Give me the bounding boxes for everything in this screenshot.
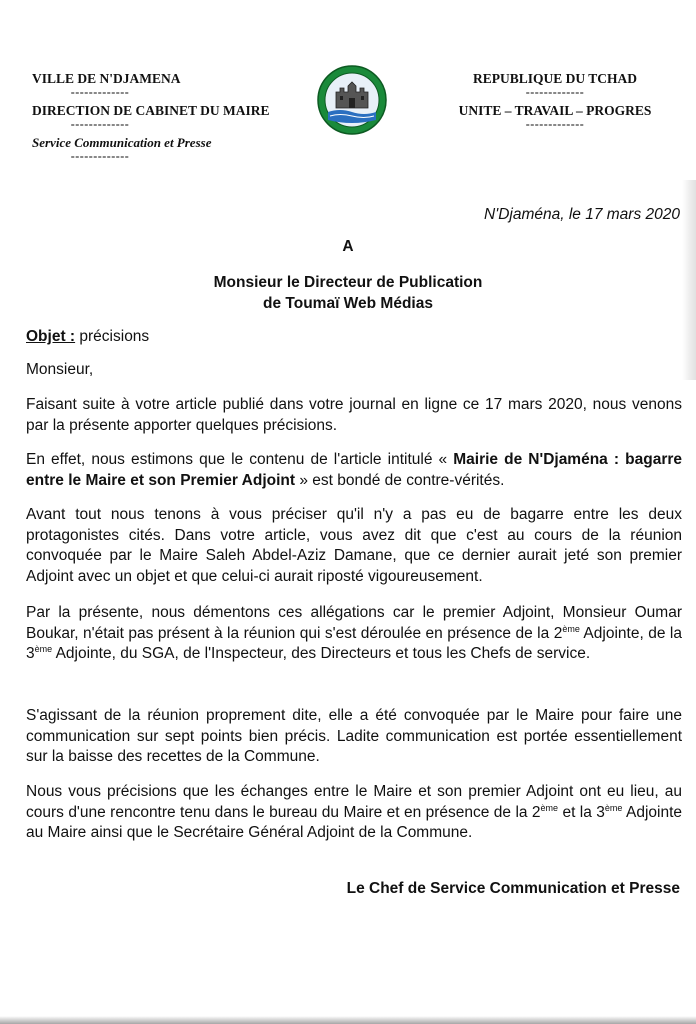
paragraph-1: Faisant suite à votre article publié dans votre journal en ligne ce 17 mars 2020, nous venons par la présente apporter quelques précisions. [26, 396, 682, 434]
superscript: ème [34, 643, 53, 654]
header-right [440, 70, 670, 130]
signature: Le Chef de Service Communication et Presse [346, 880, 680, 897]
paragraph-5: S'agissant de la réunion proprement dite, elle a été convoquée par le Maire pour faire une communication sur sept points bien précis. Ladite communication est portée essentiellement sur la baisse des recettes de la Commune. [26, 707, 682, 765]
addressee-line2: de Toumaï Web Médias [263, 295, 433, 312]
paragraph-4-part: Adjointe, du SGA, de l'Inspecteur, des Directeurs et tous les Chefs de service. [52, 645, 591, 662]
paragraph-6-part: et la 3 [558, 803, 605, 821]
national-motto: UNITE – TRAVAIL – PROGRES [458, 103, 652, 118]
superscript: ème [540, 802, 559, 813]
paragraph-4 [26, 603, 682, 665]
superscript: ème [562, 623, 580, 634]
paragraph-4-part: Par la présente, nous démentons ces allégations car le premier Adjoint, Monsieur Oumar Boukar, n'était pas présent à la réunion qui s'est déroulée en présence de la 2 [26, 604, 682, 642]
superscript: ème [604, 802, 623, 813]
direction-name: DIRECTION DE CABINET DU MAIRE [32, 103, 270, 118]
paragraph-2-pre: En effet, nous estimons que le contenu de l'article intitulé « [26, 451, 454, 468]
paragraph-2 [26, 450, 682, 491]
subject-value: précisions [75, 328, 150, 345]
country-name: REPUBLIQUE DU TCHAD [472, 71, 638, 86]
separator: ------------- [525, 117, 585, 131]
paragraph-6-part: Adjointe au Maire ainsi que le Secrétaire Général Adjoint de la Commune. [26, 803, 683, 841]
subject-line [26, 327, 682, 348]
city-coat-of-arms-icon [316, 64, 388, 136]
paragraph-6 [26, 782, 682, 844]
page-shadow [682, 180, 696, 380]
paragraph-2-post: » est bondé de contre-vérités. [295, 471, 505, 489]
separator: ------------- [525, 85, 585, 99]
article-title: Mairie de N'Djaména : bagarre entre le Maire et son Premier Adjoint [26, 451, 682, 489]
paragraph-4-part: Adjointe, de la 3 [26, 624, 682, 662]
letter-date: N'Djaména, le 17 mars 2020 [484, 206, 680, 223]
addressee-line1: Monsieur le Directeur de Publication [213, 274, 483, 291]
addressee [0, 272, 696, 314]
header-left [30, 70, 320, 162]
salutation: Monsieur, [26, 361, 94, 378]
paragraph-3: Avant tout nous tenons à vous préciser qu'il n'y a pas eu de bagarre entre les deux protagonistes cités. Dans votre article, vous avez dit que c'est au cours de la réunion convoquée par le Maire Saleh Abdel-Aziz Damane, que ce dernier aurait jeté son premier Adjoint avec un objet et que celui-ci aurait riposté vigoureusement. [26, 506, 682, 585]
separator: ------------- [70, 149, 130, 163]
addressee-prefix: A [342, 238, 354, 255]
service-name: Service Communication et Presse [32, 135, 212, 150]
page-bottom-shadow [0, 1016, 696, 1024]
subject-label: Objet : [26, 328, 76, 345]
separator: ------------- [70, 117, 130, 131]
city-name: VILLE DE N'DJAMENA [32, 71, 181, 86]
separator: ------------- [70, 85, 130, 99]
paragraph-6-part: Nous vous précisions que les échanges entre le Maire et son premier Adjoint ont eu lieu, au cours d'une rencontre tenu dans le bureau du Maire et en présence de la 2 [26, 783, 682, 821]
